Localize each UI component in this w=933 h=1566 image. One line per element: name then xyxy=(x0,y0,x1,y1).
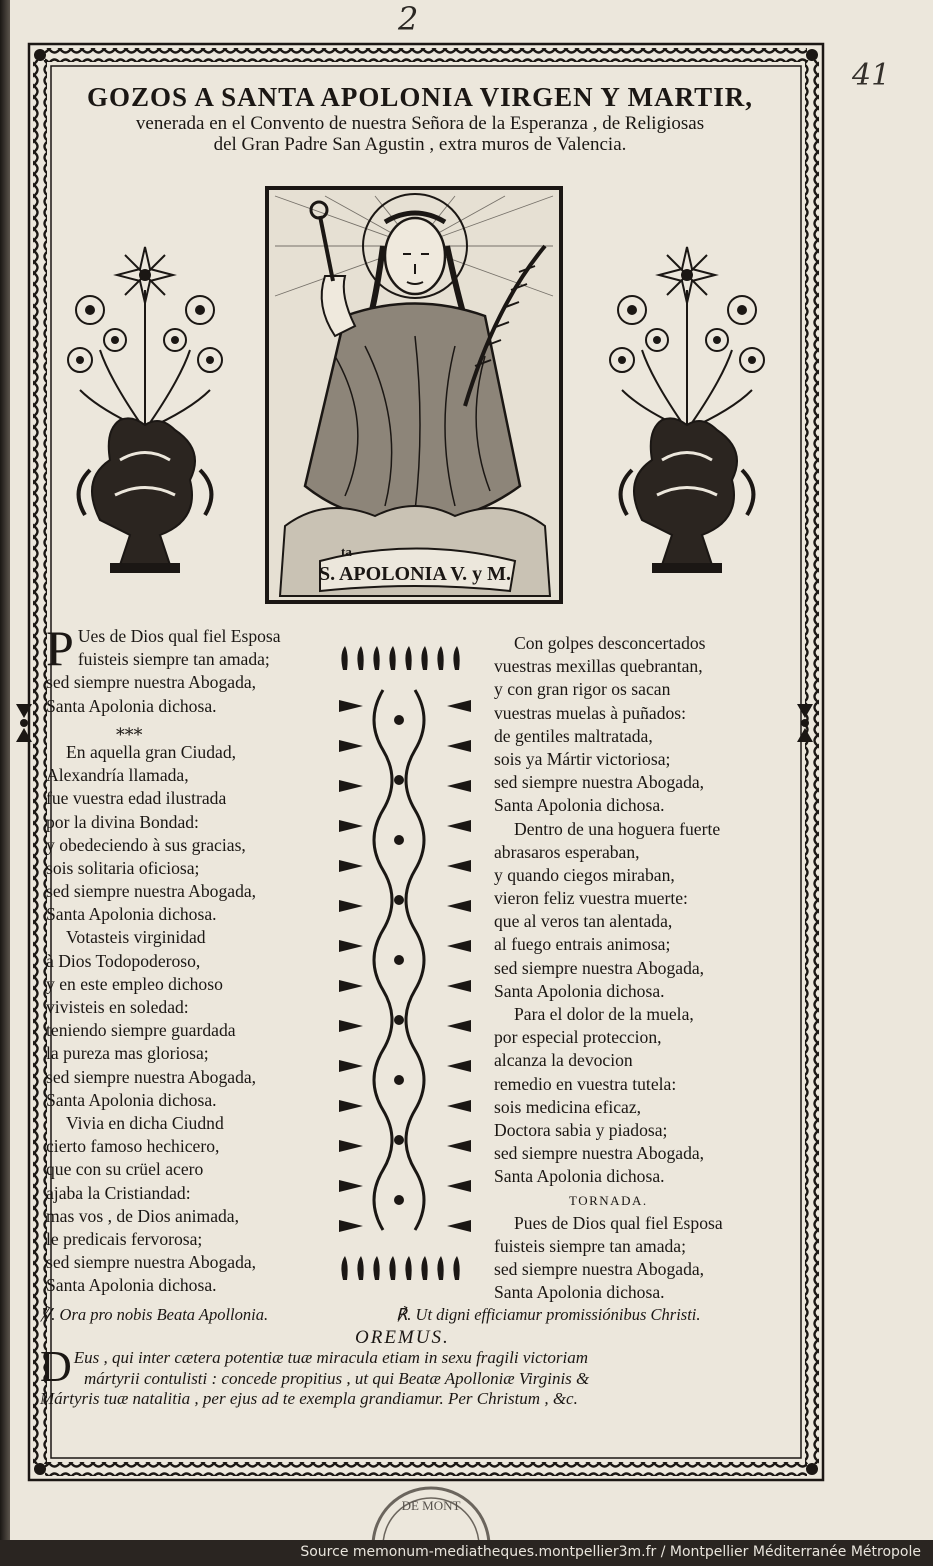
verse-line: sed siempre nuestra Abogada, xyxy=(494,1143,705,1164)
verse-line: Dentro de una hoguera fuerte xyxy=(514,818,721,839)
page-title: GOZOS A SANTA APOLONIA VIRGEN Y MARTIR, xyxy=(87,82,753,112)
verse-line: sed siempre nuestra Abogada, xyxy=(494,957,705,978)
verse-line: Para el dolor de la muela, xyxy=(514,1004,694,1024)
verse-line: y en este empleo dichoso xyxy=(46,973,223,994)
verse-line: fuisteis siempre tan amada; xyxy=(494,1235,687,1256)
verse-line: Vivia en dicha Ciudnd xyxy=(66,1112,224,1133)
verse-line: sois ya Mártir victoriosa; xyxy=(494,748,671,769)
book-spine xyxy=(0,0,10,1540)
prayer-line-3: Mártyris tuæ natalitia , per ejus ad te exempla grandiamur. Per Christum , &c. xyxy=(40,1389,578,1408)
verse-line: Santa Apolonia dichosa. xyxy=(46,695,217,716)
source-footer-bar xyxy=(0,1540,933,1566)
oremus-heading: OREMUS. xyxy=(355,1327,450,1348)
verse-line: por especial proteccion, xyxy=(494,1027,662,1048)
verse-line: à Dios Todopoderoso, xyxy=(46,950,201,971)
verse-line: Santa Apolonia dichosa. xyxy=(46,1089,217,1110)
verse-line: Doctora sabia y piadosa; xyxy=(494,1119,668,1140)
central-vine-ornament xyxy=(335,640,475,1290)
verse-line: le predicais fervorosa; xyxy=(46,1228,203,1249)
subtitle-line-2: del Gran Padre San Agustin , extra muros de Valencia. xyxy=(213,134,627,155)
verse-line: de gentiles maltratada, xyxy=(494,725,653,746)
library-stamp xyxy=(366,1484,496,1540)
verse-line: Santa Apolonia dichosa. xyxy=(46,1275,217,1296)
right-verse-column xyxy=(494,632,723,1304)
verse-line: Pues de Dios qual fiel Esposa xyxy=(514,1212,723,1233)
verse-line: vivisteis en soledad: xyxy=(46,997,189,1017)
stamp-text: DE MONT xyxy=(401,1498,461,1513)
woodcut-caption: S. APOLONIA V. y M. xyxy=(318,563,512,585)
tornada-heading: TORNADA. xyxy=(569,1192,648,1208)
verse-line: Santa Apolonia dichosa. xyxy=(494,980,665,1001)
verse-line: cierto famoso hechicero, xyxy=(46,1136,220,1157)
verse-line: sois medicina eficaz, xyxy=(494,1096,642,1117)
verse-line: sed siempre nuestra Abogada, xyxy=(46,1066,257,1087)
verse-line: sed siempre nuestra Abogada, xyxy=(46,672,257,693)
verse-line: vuestras mexillas quebrantan, xyxy=(494,656,703,677)
page-number: 2 xyxy=(398,0,419,38)
verse-line: que al veros tan alentada, xyxy=(494,911,673,932)
drop-cap: P xyxy=(46,620,74,676)
handwritten-note: 41 xyxy=(852,58,891,93)
verse-line: Santa Apolonia dichosa. xyxy=(46,904,217,925)
verse-line: y con gran rigor os sacan xyxy=(494,679,671,700)
verse-line: vuestras muelas à puñados: xyxy=(494,702,687,723)
left-verse-column xyxy=(46,620,281,1297)
prayer-line-2: mártyrii contulisti : concede propitius , ut qui Beatæ Apolloniæ Virginis & xyxy=(84,1368,590,1388)
verse-line: que con su crüel acero xyxy=(46,1159,204,1180)
verse-line: y obedeciendo à sus gracias, xyxy=(46,834,246,855)
verse-line: Alexandría llamada, xyxy=(46,765,189,786)
left-margin-ornament xyxy=(12,700,36,746)
verse-line: sed siempre nuestra Abogada, xyxy=(494,772,705,793)
verse-line: abrasaros esperaban, xyxy=(494,841,640,862)
subtitle-line-1: venerada en el Convento de nuestra Señora de la Esperanza , de Religiosas xyxy=(135,113,705,134)
verse-line: la pureza mas gloriosa; xyxy=(46,1043,209,1064)
left-flower-vase-illustration xyxy=(60,230,230,580)
verse-line: Santa Apolonia dichosa. xyxy=(494,1166,665,1187)
verse-line: alcanza la devocion xyxy=(494,1050,633,1071)
verse-line: y quando ciegos miraban, xyxy=(494,864,675,885)
prayer-drop-cap: D xyxy=(40,1342,72,1391)
title-block xyxy=(40,82,800,155)
saint-apolonia-woodcut xyxy=(265,186,563,604)
verse-line: fue vuestra edad ilustrada xyxy=(46,788,227,809)
verse-line: al fuego entrais animosa; xyxy=(494,934,671,955)
verse-line: sed siempre nuestra Abogada, xyxy=(46,1252,257,1273)
verse-line: Votasteis virginidad xyxy=(66,927,206,948)
verse-line: fuisteis siempre tan amada; xyxy=(77,649,270,670)
prayer-line-1: Eus , qui inter cætera potentiæ tuæ miracula etiam in sexu fragili victoriam xyxy=(73,1348,588,1367)
woodcut-caption-superscript: ta xyxy=(341,544,352,559)
verse-line: vieron feliz vuestra muerte: xyxy=(494,888,688,909)
verse-line: por la divina Bondad: xyxy=(46,811,199,832)
response: ℟. Ut digni efficiamur promissiónibus Christi. xyxy=(396,1305,701,1324)
verse-line: remedio en vuestra tutela: xyxy=(494,1073,677,1094)
verse-line: Santa Apolonia dichosa. xyxy=(494,1282,665,1303)
verse-line: Ues de Dios qual fiel Esposa xyxy=(77,626,281,646)
verse-line: ajaba la Cristiandad: xyxy=(46,1182,191,1203)
verse-line: sois solitaria oficiosa; xyxy=(46,857,200,878)
versicle: ℣. Ora pro nobis Beata Apollonia. xyxy=(40,1305,269,1324)
source-credit: Source memonum-mediatheques.montpellier3m.fr / Montpellier Méditerranée Métropole xyxy=(300,1544,921,1560)
verse-line: Santa Apolonia dichosa. xyxy=(494,795,665,816)
verse-line: Con golpes desconcertados xyxy=(514,633,706,653)
asterism: ⁎⁎⁎ xyxy=(116,718,143,739)
verse-line: teniendo siempre guardada xyxy=(46,1020,236,1041)
right-flower-vase-illustration xyxy=(602,230,772,580)
verse-line: mas vos , de Dios animada, xyxy=(46,1205,240,1226)
verse-line: sed siempre nuestra Abogada, xyxy=(46,881,257,902)
verse-line: sed siempre nuestra Abogada, xyxy=(494,1259,705,1280)
prayer-paragraph xyxy=(40,1342,800,1410)
verse-line: En aquella gran Ciudad, xyxy=(66,741,237,762)
right-margin-ornament xyxy=(793,700,817,746)
